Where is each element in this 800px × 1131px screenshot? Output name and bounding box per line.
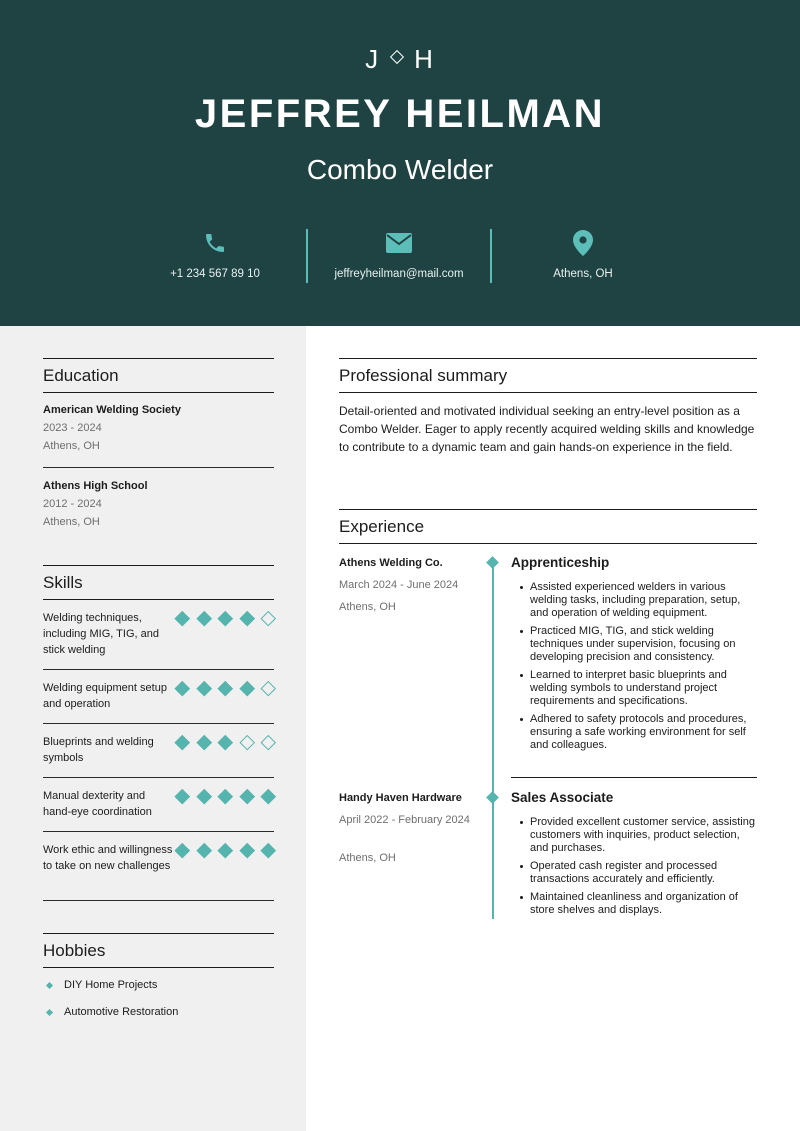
experience-bullet: Practiced MIG, TIG, and stick welding techniques under supervision, focusing on developing precision and consistency. [520,625,756,664]
rating-empty-icon [261,611,276,626]
experience-role: Sales Associate [511,790,614,805]
education-item [43,480,148,528]
monogram [0,44,800,75]
rating-filled-icon [175,681,190,696]
rating-filled-icon [196,681,211,696]
candidate-name: JEFFREY HEILMAN [194,92,606,136]
rating-filled-icon [175,611,190,626]
rating-empty-icon [261,735,276,750]
contact-email [309,228,489,280]
education-heading: Education [43,358,274,393]
rating-filled-icon [239,611,254,626]
divider [43,900,274,901]
experience-heading: Experience [339,509,757,544]
experience-location: Athens, OH [339,601,396,613]
education-years: 2012 - 2024 [43,498,102,510]
bullet-diamond-icon [46,981,53,988]
experience-dates: April 2022 - February 2024 [339,814,470,826]
contact-location [493,228,673,280]
rating-filled-icon [261,843,276,858]
email-address: jeffreyheilman@mail.com [334,268,464,280]
experience-bullet: Adhered to safety protocols and procedures, ensuring a safe working environment for self and colleagues. [520,713,756,752]
education-institution: American Welding Society [43,404,181,416]
skill-name: Welding techniques, including MIG, TIG, and stick welding [43,612,159,656]
email-icon [309,228,489,258]
experience-company: Handy Haven Hardware [339,792,462,804]
experience-bullet: Assisted experienced welders in various welding tasks, including preparation, setup, and operation of welding equipment. [520,581,756,620]
rating-empty-icon [239,735,254,750]
bullet-diamond-icon [46,1008,53,1015]
skill-name: Welding equipment setup and operation [43,682,167,710]
hobby-item: Automotive Restoration [47,1006,178,1018]
divider [43,831,274,832]
hobbies-heading: Hobbies [43,933,274,968]
education-item [43,404,181,452]
monogram-right: H [414,44,435,74]
contact-separator [490,229,492,283]
timeline-diamond-icon [486,556,499,569]
divider [43,467,274,468]
rating-filled-icon [196,735,211,750]
education-years: 2023 - 2024 [43,422,102,434]
timeline-diamond-icon [486,791,499,804]
skill-rating [177,613,285,624]
divider [43,777,274,778]
experience-dates: March 2024 - June 2024 [339,579,459,591]
experience-bullet: Provided excellent customer service, assisting customers with inquiries, product selection, and purchases. [520,816,756,855]
rating-filled-icon [175,843,190,858]
experience-bullet: Operated cash register and processed transactions accurately and efficiently. [520,860,756,886]
rating-filled-icon [261,789,276,804]
contact-separator [306,229,308,283]
phone-number: +1 234 567 89 10 [170,268,260,280]
rating-filled-icon [218,611,233,626]
rating-filled-icon [175,735,190,750]
rating-filled-icon [218,843,233,858]
skill-rating [177,737,285,748]
rating-filled-icon [196,611,211,626]
education-location: Athens, OH [43,440,100,452]
skill-rating [177,791,285,802]
skill-name: Work ethic and willingness to take on new challenges [43,844,173,872]
rating-empty-icon [261,681,276,696]
rating-filled-icon [239,843,254,858]
rating-filled-icon [239,681,254,696]
summary-text: Detail-oriented and motivated individual seeking an entry-level position as a Combo Welder. Eager to apply recently acquired welding skills and knowledge to contribute to a dynamic team and gain hands-on experience in the field. [339,404,755,454]
experience-bullet: Maintained cleanliness and organization of store shelves and displays. [520,891,756,917]
rating-filled-icon [239,789,254,804]
experience-role: Apprenticeship [511,555,610,570]
education-institution: Athens High School [43,480,148,492]
experience-bullets [520,816,756,922]
skills-heading: Skills [43,565,274,600]
education-location: Athens, OH [43,516,100,528]
rating-filled-icon [218,735,233,750]
contact-phone [125,228,305,280]
location: Athens, OH [553,268,613,280]
monogram-left: J [365,44,381,74]
rating-filled-icon [175,789,190,804]
phone-icon [125,228,305,258]
rating-filled-icon [218,789,233,804]
job-title: Combo Welder [306,154,494,185]
rating-filled-icon [196,789,211,804]
rating-filled-icon [218,681,233,696]
experience-bullets [520,581,756,757]
summary-heading: Professional summary [339,358,757,393]
resume-header [0,0,800,326]
hobby-item: DIY Home Projects [47,979,157,991]
experience-bullet: Learned to interpret basic blueprints and welding symbols to understand project requirements and specifications. [520,669,756,708]
experience-location: Athens, OH [339,852,396,864]
skill-rating [177,845,285,856]
skill-rating [177,683,285,694]
divider [43,723,274,724]
divider [511,777,757,778]
experience-company: Athens Welding Co. [339,557,443,569]
location-pin-icon [493,228,673,258]
diamond-icon [390,50,404,64]
divider [43,669,274,670]
rating-filled-icon [196,843,211,858]
timeline-line [492,563,494,919]
skill-name: Manual dexterity and hand-eye coordination [43,790,152,818]
skill-name: Blueprints and welding symbols [43,736,154,764]
